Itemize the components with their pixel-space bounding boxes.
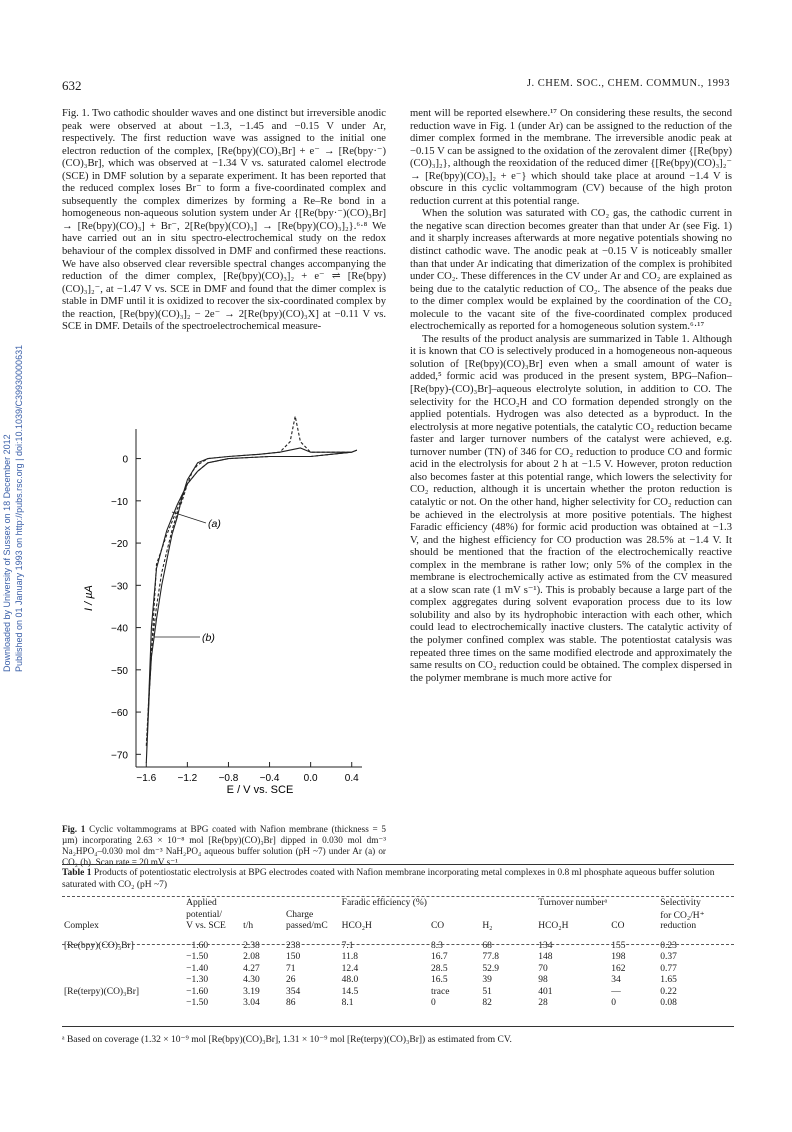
table-header-cell: t/h (243, 921, 254, 931)
download-notice: Downloaded by University of Sussex on 18 December 2012 (2, 434, 12, 672)
table-row (62, 941, 734, 953)
table-cell: 39 (482, 975, 492, 985)
table-cell: −1.60 (186, 940, 209, 951)
table-cell: 14.5 (341, 986, 359, 997)
x-tick-label: −1.6 (136, 773, 157, 784)
x-tick-label: −0.4 (259, 773, 280, 784)
table-cell: 0 (430, 998, 436, 1008)
table-cell: 155 (611, 940, 626, 951)
x-tick-label: −0.8 (218, 773, 239, 784)
table-cell: −1.30 (186, 975, 209, 985)
table-cell: 238 (285, 940, 301, 951)
chart-series (146, 416, 357, 763)
table-cell: 134 (538, 940, 553, 951)
paragraph: Fig. 1. Two cathodic shoulder waves and one distinct but irreversible anodic peak were observed at about −1.3, −1.45 and −0.15 V under Ar, respectively. The first reduction wave was assigned to the initial one electron reduction of the complex, [Re(bpy)(CO)₃Br] + e⁻ → [Re(bpy·⁻)(CO)₃Br], which was observed at −1.34 V vs. saturated calomel electrode (SCE) in DMF solution by a separate experiment. It has been reported that the reduced complex loses Br⁻ to form a five-coordinated complex and subsequently the complex dimerizes by forming a Re–Re bond in a homogeneous non-aqueous solution system under Ar {[Re(bpy·⁻)(CO)₃Br] → [Re(bpy)(CO)₃] + Br⁻, 2[Re(bpy)(CO)₃] → [Re(bpy)(CO)₃]₂}.⁶·⁸ We have carried out an in situ spectro-electrochemical study on the redox behaviour of the complex dissolved in DMF and confirmed these reactions. We have also observed clear reversible spectral changes accompanying the reduction of the dimer complex, [Re(bpy)(CO)₃]₂ + e⁻ ⇌ [Re(bpy)(CO)₃]₂⁻, at −1.47 V vs. SCE in DMF and found that the dimer complex is stable in DMF until it is oxidized to recover the six-coordinated complex by the reaction, [Re(bpy)(CO)₃]₂ − 2e⁻ → 2[Re(bpy)(CO)₃X] at −0.11 V vs. SCE in DMF. Details of the spectroelectrochemical measure- (62, 108, 386, 333)
table-row (62, 987, 734, 999)
table-cell: 4.30 (243, 975, 260, 985)
chart-axes (136, 429, 362, 767)
table-row (62, 952, 734, 964)
table-cell: 26 (285, 975, 296, 985)
caption-text: Cyclic voltammograms at BPG coated with Nafion membrane (thickness = 5 µm) incorporating 2.63 × 10⁻⁸ mol [Re(bpy)(CO)₃Br] dipped in 0.030 mol dm⁻³ Na₂HPO₄–0.030 mol dm⁻³ NaH₂PO₄ aqueous buffer solution (pH ~7) under Ar (a) or CO₂ (b). Scan rate = 20 mV s⁻¹. (62, 824, 386, 867)
table-header-cell (429, 898, 480, 910)
table-header-cell: Faradic efficiency (%) (341, 898, 427, 908)
table-header-cell: Selectivity (660, 898, 701, 908)
table-cell: 52.9 (482, 963, 499, 974)
right-column (410, 108, 732, 685)
table-header-cell: HCO₂H (538, 921, 569, 931)
table-header-cell: Complex (64, 921, 99, 931)
table-cell: 0.22 (660, 986, 677, 997)
table-header-cell: HCO₂H (341, 921, 372, 931)
table-header-cell: Applied (186, 898, 217, 908)
series-line-a (146, 416, 357, 746)
table-header-cell (241, 898, 284, 910)
table-header-cell: passed/mC (285, 921, 328, 931)
table-header-cell (536, 910, 609, 922)
table-body (62, 941, 734, 1010)
y-tick-label: −50 (111, 665, 128, 677)
y-axis-label: I / µA (83, 585, 95, 611)
table-bottom-rule (62, 1026, 734, 1027)
series-label-a: (a) (208, 518, 221, 530)
table-cell: 2.08 (243, 952, 260, 962)
table-cell: 148 (538, 952, 553, 962)
paragraph: When the solution was saturated with CO₂ gas, the cathodic current in the negative scan direction becomes greater than that under Ar (see Fig. 1) and it sharply increases afterwards at more negative potentials showing no distinct cathodic wave. The anodic peak at −0.15 V is noticeably smaller than that under Ar indicating that dimerization of the complex is prohibited under CO₂. These differences in the CV under Ar and CO₂ are explained as being due to the catalytic reduction of CO₂. The absence of the peaks due to the dimer complex would be explained by the coordination of the CO₂ molecule to the vacant site of the five-coordinated complex produced electrochemically as reported for a homogeneous solution system.⁶·¹⁷ (410, 208, 732, 333)
doi-link[interactable]: Published on 01 January 1993 on http://pubs.rsc.org | doi:10.1039/C39930000631 (14, 344, 24, 672)
table-cell: 0.37 (660, 952, 677, 962)
x-tick-label: 0.0 (303, 773, 318, 784)
table-header-cell (284, 898, 340, 910)
table-header-row (62, 921, 734, 933)
table-header-cell: CO (611, 921, 625, 931)
table-cell: 0.08 (660, 998, 677, 1008)
table-cell: 354 (285, 986, 301, 997)
table-cell: 34 (611, 975, 621, 985)
products-table (62, 898, 734, 1010)
table-cell: 401 (538, 986, 553, 997)
table-cell: 77.8 (482, 952, 499, 962)
chart-ticks (111, 455, 359, 784)
series-label-b: (b) (202, 632, 215, 644)
table-cell: 150 (285, 952, 301, 962)
table-cell: 51 (482, 986, 492, 997)
y-tick-label: 0 (122, 454, 128, 466)
table-header-cell: CO (430, 921, 445, 931)
table-cell: 28.5 (430, 963, 448, 974)
table-cell: 70 (538, 963, 548, 974)
table-label: Table 1 (62, 868, 92, 878)
table-cell: −1.50 (186, 998, 209, 1008)
table-header-cell: potential/ (186, 909, 223, 920)
table-cell: 16.7 (430, 952, 448, 962)
table-cell: 2.38 (243, 940, 260, 951)
table-cell: [Re(terpy)(CO)₃Br] (64, 986, 140, 997)
table-cell: 0.77 (660, 963, 677, 974)
table-cell: 8.1 (341, 998, 354, 1008)
y-tick-label: −10 (111, 496, 128, 508)
table-cell: 98 (538, 975, 548, 985)
table-cell: — (611, 986, 621, 997)
table-cell: trace (430, 986, 450, 997)
table-cell: 16.5 (430, 975, 448, 985)
table-cell: 71 (285, 963, 296, 974)
table-cell: 198 (611, 952, 626, 962)
table-header-cell (480, 910, 536, 922)
table-header-cell: V vs. SCE (186, 921, 226, 931)
paragraph: ment will be reported elsewhere.¹⁷ On considering these results, the second reduction wave in Fig. 1 (under Ar) can be assigned to the reduction of the dimer complex formed in the membrane. The irreversible anodic peak at −0.15 V can be assigned to the oxidation of the zerovalent dimer {[Re(bpy)(CO)₃]₂}, although the reoxidation of the reduced dimer {[Re(bpy)(CO)₃]₂⁻ → [Re(bpy)(CO)₃]₂ + e⁻} which should take place at around −1.4 V is obscure in this cyclic voltammogram (CV) because of the high proton reduction current at this potential range. (410, 108, 732, 207)
table-header (62, 898, 734, 941)
table-cell: 7.1 (341, 940, 354, 951)
table-header-cell: reduction (660, 921, 697, 931)
y-tick-label: −20 (111, 539, 128, 551)
table-header-cell (429, 910, 480, 922)
y-tick-label: −70 (111, 750, 128, 762)
table-cell: 8.3 (430, 940, 443, 951)
x-tick-label: −1.2 (177, 773, 198, 784)
table-cell (62, 964, 184, 976)
figure-1 (62, 415, 392, 820)
table-header-row (62, 898, 734, 910)
table-cell: −1.60 (186, 986, 209, 997)
table-header-row (62, 910, 734, 922)
table-cell: 28 (538, 998, 548, 1008)
table-cell: −1.50 (186, 952, 209, 962)
series-line-b (146, 448, 357, 763)
table-cell: 82 (482, 998, 492, 1008)
page-number: 632 (62, 78, 82, 93)
table-cell (62, 998, 184, 1010)
table-cell: 1.65 (660, 975, 677, 985)
table-row (62, 964, 734, 976)
table-cell: 3.19 (243, 986, 260, 997)
table-header-cell (340, 910, 429, 922)
left-column (62, 108, 386, 334)
table-header-cell (609, 910, 658, 922)
table-header-cell: Turnover numberᵃ (538, 898, 608, 908)
cyclic-voltammogram-chart (62, 415, 392, 820)
table-cell: 3.04 (243, 998, 260, 1008)
table-header-cell (62, 910, 184, 922)
journal-header: J. CHEM. SOC., CHEM. COMMUN., 1993 (526, 78, 730, 89)
x-axis-label: E / V vs. SCE (226, 784, 294, 796)
table-header-cell (480, 898, 536, 910)
table-caption-text: Products of potentiostatic electrolysis at BPG electrodes coated with Nafion membrane incorporating metal complexes in 0.8 ml phosphate aqueous buffer solution saturated with CO₂ (pH ~7) (62, 868, 715, 890)
table-spacer (62, 933, 734, 941)
table-header-cell: H₂ (482, 921, 493, 931)
table-header-cell (62, 898, 184, 910)
table-cell: 86 (285, 998, 296, 1008)
table-subheader-rule (62, 944, 734, 945)
y-tick-label: −60 (111, 708, 128, 720)
table-header-cell: Charge (285, 909, 314, 920)
y-tick-label: −30 (111, 581, 128, 593)
table-cell: 48.0 (341, 975, 359, 985)
table-top-rule (62, 864, 734, 865)
table-cell: 68 (482, 940, 492, 951)
table-cell: [Re(bpy)(CO)₃Br] (64, 940, 134, 951)
table-cell: 11.8 (341, 952, 358, 962)
table-cell (62, 975, 184, 987)
table-cell: 12.4 (341, 963, 359, 974)
table-footnote: ᵃ Based on coverage (1.32 × 10⁻⁹ mol [Re(bpy)(CO)₃Br], 1.31 × 10⁻⁹ mol [Re(terpy)(CO)₃Br]) as estimated from CV. (62, 1035, 512, 1045)
y-tick-label: −40 (111, 623, 128, 635)
table-cell: 0 (611, 998, 616, 1008)
x-tick-label: 0.4 (344, 773, 359, 784)
table-row (62, 975, 734, 987)
table-caption (62, 868, 732, 891)
caption-label: Fig. 1 (62, 824, 86, 834)
table-cell: 0.23 (660, 940, 677, 951)
table-header-cell (609, 898, 658, 910)
table-header-cell: for CO₂/H⁺ (660, 910, 705, 921)
table-header-cell (241, 910, 284, 922)
paragraph: The results of the product analysis are summarized in Table 1. Although it is known that CO is selectively produced in a homogeneous non-aqueous solution of [Re(bpy)(CO)₃Br] even when a small amount of water is added,⁵ formic acid was produced in the present system, BPG–Nafion–[Re(bpy)-(CO)₃Br]–aqueous electrolyte solution, in addition to CO. The selectivity for the HCO₂H and CO formation depended strongly on the applied potentials. Hydrogen was also detected as a byproduct. In the electrolysis at more negative potentials, the catalytic CO₂ reduction became faster and larger turnover numbers of the catalyst were achieved, e.g. turnover number (TN) of 346 for CO₂ reduction to produce CO and formic acid in the electrolysis for about 2 h at −1.5 V. However, proton reduction also becomes faster at this potential range, which lowers the selectivity for CO₂ reduction, although it is uncertain whether the proton reduction is catalytic or not. On the other hand, higher selectivity for CO₂ reduction can be achieved in the electrolysis at more positive potentials. The highest Faradic efficiency (48%) for formic acid production was obtained at −1.3 V, and the highest efficiency for CO production was 28.5% at −1.4 V. It should be mentioned that the fraction of the electrochemically reactive complex in the membrane is rather low; only 5% of the complex in the membrane is electrochemically active as estimated from the CV measured at a slow scan rate (1 mV s⁻¹). This is probably because a large part of the complex aggregates during solvent evaporation process due to its low solubility and also by its hydrophobic interaction with each other, which could lead to electrochemically inactive clusters. The catalytic activity of the polymer confined complex was stable. The potentiostat catalysis was repeated three times on the same modified electrode and approximately the same results on CO₂ reduction could be obtained. The complex dispersed in the polymer membrane is much more active for (410, 333, 732, 684)
table-row (62, 998, 734, 1010)
table-cell (62, 952, 184, 964)
table-cell: −1.40 (186, 963, 209, 974)
figure-caption (62, 824, 386, 868)
table-cell: 4.27 (243, 963, 260, 974)
table-header-rule (62, 896, 734, 897)
table-cell: 162 (611, 963, 626, 974)
